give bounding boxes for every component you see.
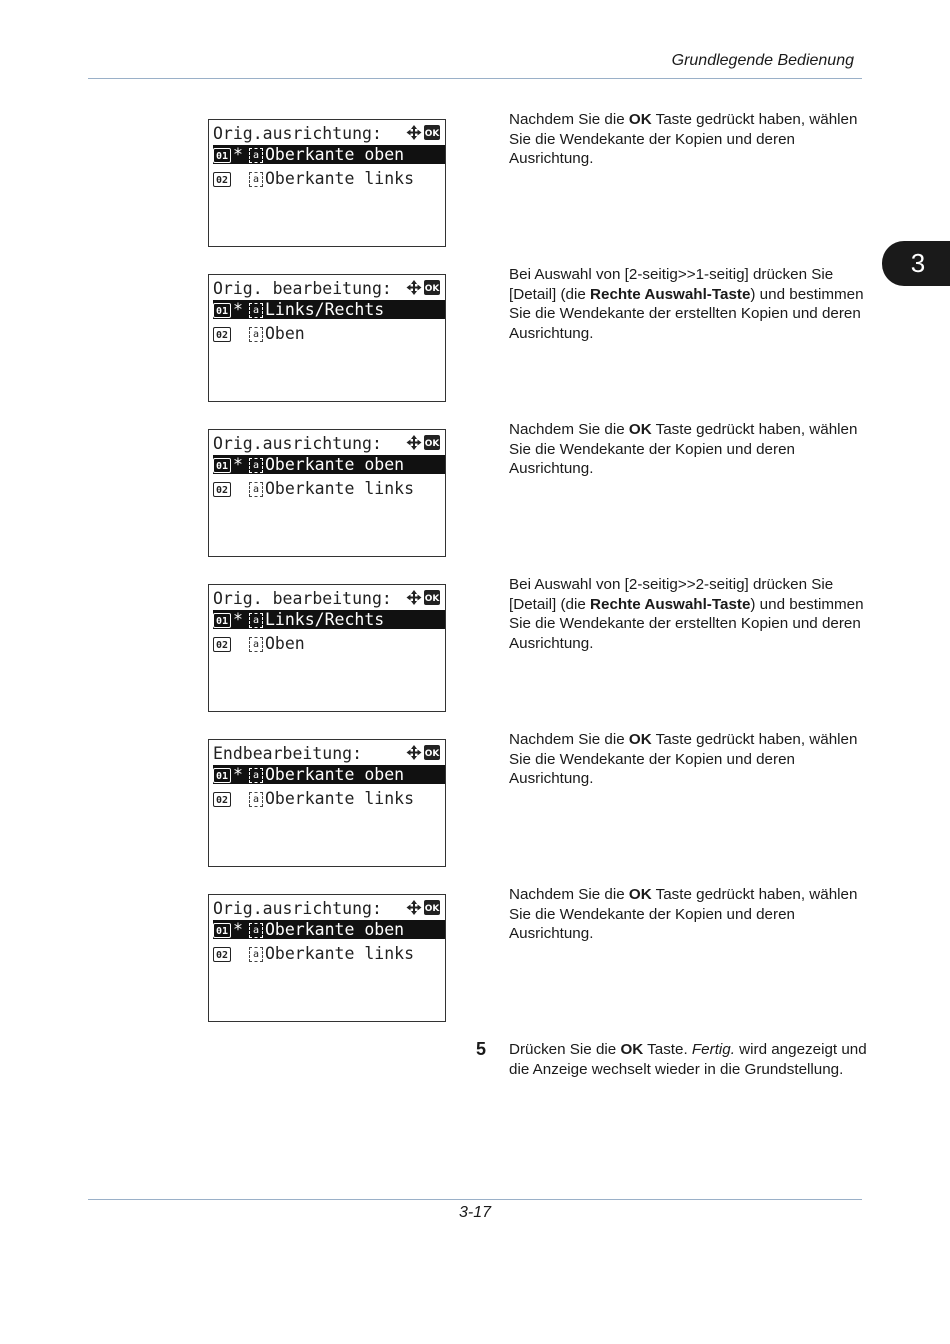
option-number-badge: 02 [213,947,231,962]
lcd-screen [208,274,446,402]
option-label: Oben [265,324,305,343]
nav-ok-icon [405,744,441,761]
orientation-icon [249,303,263,318]
lcd-option [213,169,414,189]
orientation-icon [249,327,263,342]
option-label: Links/Rechts [265,300,385,319]
option-number-badge: 01 [213,923,231,938]
orientation-icon [249,172,263,187]
lcd-title: Orig. bearbeitung: [213,589,392,608]
lcd-option [213,944,414,964]
option-label: Oberkante oben [265,920,405,939]
orientation-icon [249,637,263,652]
lcd-option-selected [213,300,445,320]
default-marker: * [233,145,243,164]
lcd-option-selected [213,145,445,165]
lcd-option [213,789,414,809]
chapter-tab: 3 [882,241,950,286]
description-3: Nachdem Sie die OK Taste gedrückt haben, wählen Sie die Wendekante der Kopien und deren Ausrichtung. [509,421,858,477]
option-number-badge: 02 [213,792,231,807]
step-5-text: Drücken Sie die OK Taste. Fertig. wird angezeigt und die Anzeige wechselt wieder in die Grundstellung. [509,1041,867,1078]
nav-ok-icon [405,589,441,606]
orientation-icon [249,613,263,628]
svg-text:OK: OK [424,129,440,139]
nav-ok-icon [405,279,441,296]
orientation-icon [249,792,263,807]
lcd-title: Endbearbeitung: [213,744,363,763]
lcd-screen [208,429,446,557]
svg-text:OK: OK [424,439,440,449]
orientation-icon [249,482,263,497]
option-number-badge: 02 [213,172,231,187]
option-label: Oberkante oben [265,765,405,784]
header-rule [88,78,862,79]
lcd-title: Orig. bearbeitung: [213,279,392,298]
option-label: Links/Rechts [265,610,385,629]
description-5: Nachdem Sie die OK Taste gedrückt haben, wählen Sie die Wendekante der Kopien und deren Ausrichtung. [509,731,858,787]
lcd-option [213,324,305,344]
option-label: Oben [265,634,305,653]
description-6: Nachdem Sie die OK Taste gedrückt haben, wählen Sie die Wendekante der Kopien und deren Ausrichtung. [509,886,858,942]
svg-text:OK: OK [424,749,440,759]
nav-ok-icon [405,899,441,916]
option-number-badge: 02 [213,482,231,497]
lcd-title: Orig.ausrichtung: [213,899,382,918]
lcd-option-selected [213,920,445,940]
lcd-title: Orig.ausrichtung: [213,124,382,143]
orientation-icon [249,458,263,473]
lcd-screen [208,739,446,867]
option-number-badge: 02 [213,637,231,652]
default-marker: * [233,300,243,319]
orientation-icon [249,768,263,783]
option-number-badge: 01 [213,613,231,628]
option-label: Oberkante oben [265,455,405,474]
default-marker: * [233,610,243,629]
lcd-screen [208,894,446,1022]
default-marker: * [233,920,243,939]
nav-ok-icon [405,434,441,451]
description-2: Bei Auswahl von [2-seitig>>1-seitig] drücken Sie [Detail] (die Rechte Auswahl-Taste) und bestimmen Sie die Wendekante der erstellten Kopien und deren Ausrichtung. [509,266,864,342]
page-number: 3-17 [458,1204,492,1221]
description-1: Nachdem Sie die OK Taste gedrückt haben, wählen Sie die Wendekante der Kopien und deren Ausrichtung. [509,111,858,167]
svg-text:OK: OK [424,904,440,914]
option-number-badge: 01 [213,768,231,783]
option-label: Oberkante links [265,944,415,963]
option-label: Oberkante links [265,789,415,808]
lcd-option-selected [213,455,445,475]
option-number-badge: 01 [213,148,231,163]
orientation-icon [249,923,263,938]
svg-text:OK: OK [424,284,440,294]
option-label: Oberkante links [265,479,415,498]
nav-ok-icon [405,124,441,141]
option-number-badge: 01 [213,458,231,473]
svg-text:OK: OK [424,594,440,604]
orientation-icon [249,148,263,163]
option-number-badge: 01 [213,303,231,318]
default-marker: * [233,455,243,474]
description-4: Bei Auswahl von [2-seitig>>2-seitig] drücken Sie [Detail] (die Rechte Auswahl-Taste) und bestimmen Sie die Wendekante der erstellten Kopien und deren Ausrichtung. [509,576,864,652]
lcd-option-selected [213,610,445,630]
lcd-option [213,634,305,654]
lcd-option-selected [213,765,445,785]
option-label: Oberkante links [265,169,415,188]
running-header: Grundlegende Bedienung [671,52,854,69]
lcd-screen [208,584,446,712]
lcd-screen [208,119,446,247]
default-marker: * [233,765,243,784]
orientation-icon [249,947,263,962]
step-number: 5 [476,1039,487,1059]
footer-rule [88,1199,862,1200]
option-label: Oberkante oben [265,145,405,164]
lcd-option [213,479,414,499]
option-number-badge: 02 [213,327,231,342]
lcd-title: Orig.ausrichtung: [213,434,382,453]
